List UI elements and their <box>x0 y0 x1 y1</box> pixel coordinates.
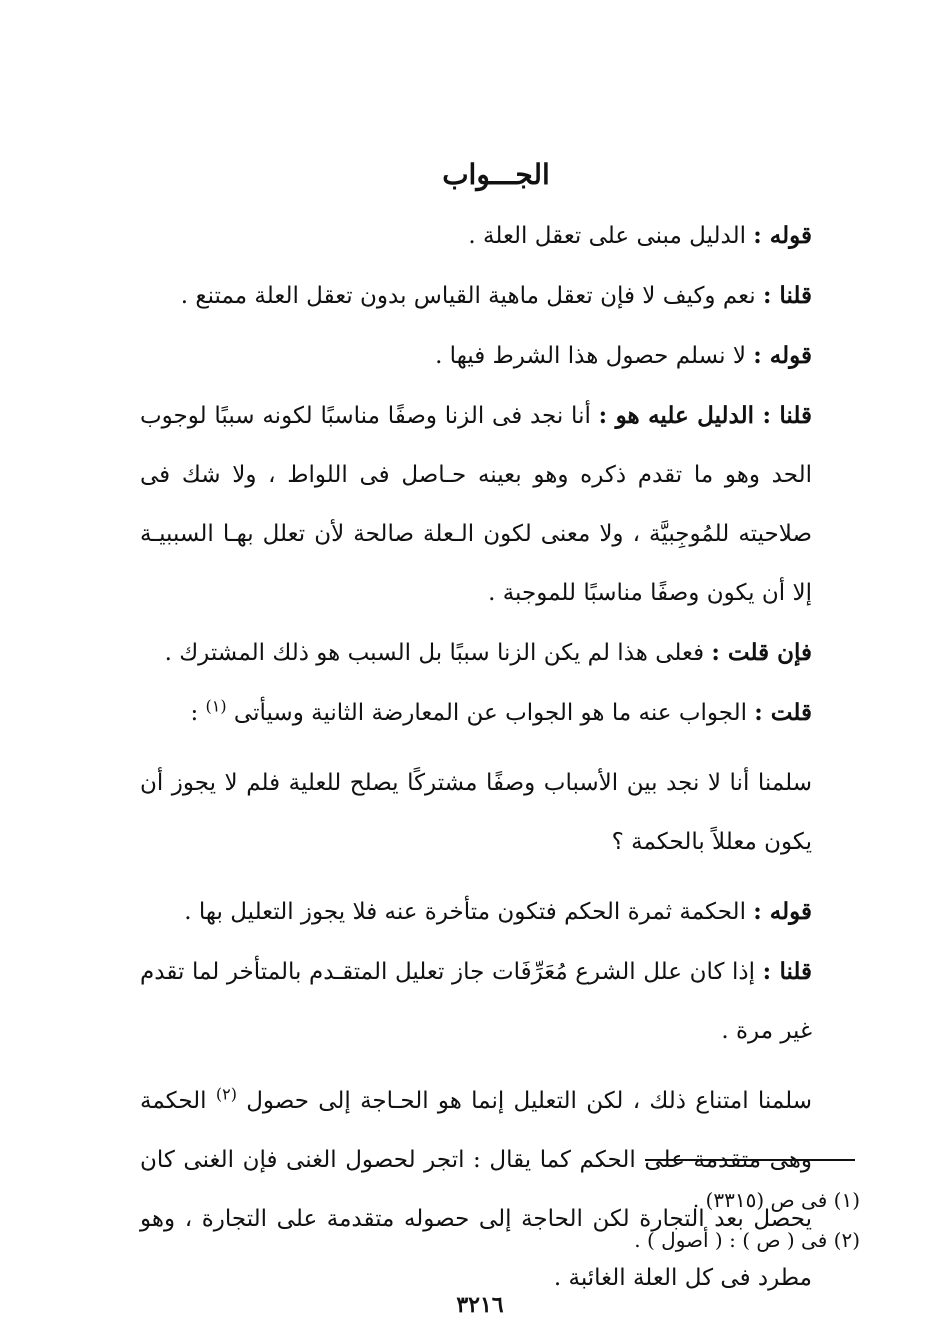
paragraph <box>140 683 812 743</box>
speaker-label: قلنا : <box>762 282 812 309</box>
paragraph <box>140 326 812 386</box>
footnote: (٢) فى ( ص ) : ( أصول ) . <box>634 1228 860 1252</box>
paragraph <box>140 753 812 872</box>
speaker-label: قوله : <box>753 222 812 249</box>
paragraph <box>140 266 812 326</box>
paragraph <box>140 206 812 266</box>
paragraph-text-after: : <box>190 700 206 726</box>
paragraph-text-after: الحكمة وهى متقدمة على الحكم كما يقال : اتجر لحصول الغنى فإن الغنى كان يحصل بعد التجارة لكن الحاجة إلى حصوله متقدمة على التجارة ، وهو مطرد فى كل العلة الغائبة . <box>140 1088 812 1291</box>
paragraph-text: الدليل مبنى على تعقل العلة . <box>468 223 754 249</box>
footnotes <box>540 1180 860 1260</box>
speaker-label: قلنا : <box>762 958 812 985</box>
paragraph <box>140 942 812 1061</box>
page-number: ٣٢١٦ <box>456 1292 504 1318</box>
footnote: (١) فى ص (٣٣١٥) . <box>692 1188 860 1212</box>
paragraph-text: إذا كان علل الشرع مُعَرِّفَات جاز تعليل المتقـدم بالمتأخر لما تقدم غير مرة . <box>140 959 812 1044</box>
paragraph <box>140 882 812 942</box>
paragraph-text: فعلى هذا لم يكن الزنا سببًا بل السبب هو ذلك المشترك . <box>164 640 712 666</box>
paragraph <box>140 386 812 623</box>
footnote-reference: (١) <box>205 696 227 716</box>
footnote-divider <box>645 1159 855 1161</box>
speaker-label: فإن قلت : <box>711 639 812 666</box>
paragraph-text: سلمنا امتناع ذلك ، لكن التعليل إنما هو الحـاجة إلى حصول <box>246 1088 813 1114</box>
footnote-reference: (٢) <box>215 1084 237 1104</box>
paragraph-text: نعم وكيف لا فإن تعقل ماهية القياس بدون تعقل العلة ممتنع . <box>180 283 763 309</box>
main-text <box>140 150 812 1308</box>
paragraph-text: لا نسلم حصول هذا الشرط فيها . <box>435 343 754 369</box>
speaker-label: قلت : <box>754 699 812 726</box>
section-heading: الجـــواب <box>442 158 550 191</box>
speaker-label: قلنا : الدليل عليه هو : <box>598 402 812 429</box>
paragraph-text: أنا نجد فى الزنا وصفًا مناسبًا لكونه سببًا لوجوب الحد وهو ما تقدم ذكره وهو بعينه حـاصل فى اللواط ، ولا شك فى صلاحيته للمُوجِبيَّة ، ولا معنى لكون الـعلة صالحة لأن تعلل بهـا السببيـة إلا أن يكون وصفًا مناسبًا للموجبة . <box>140 403 813 606</box>
speaker-label: قوله : <box>753 898 812 925</box>
speaker-label: قوله : <box>753 342 812 369</box>
paragraph-text: الحكمة ثمرة الحكم فتكون متأخرة عنه فلا يجوز التعليل بها . <box>184 899 754 925</box>
paragraph-text: الجواب عنه ما هو الجواب عن المعارضة الثانية وسيأتى <box>233 700 755 726</box>
paragraph-text: سلمنا أنا لا نجد بين الأسباب وصفًا مشتركًا يصلح للعلية فلم لا يجوز أن يكون معللاً بالحكمة ؟ <box>140 770 812 855</box>
paragraph <box>140 623 812 683</box>
